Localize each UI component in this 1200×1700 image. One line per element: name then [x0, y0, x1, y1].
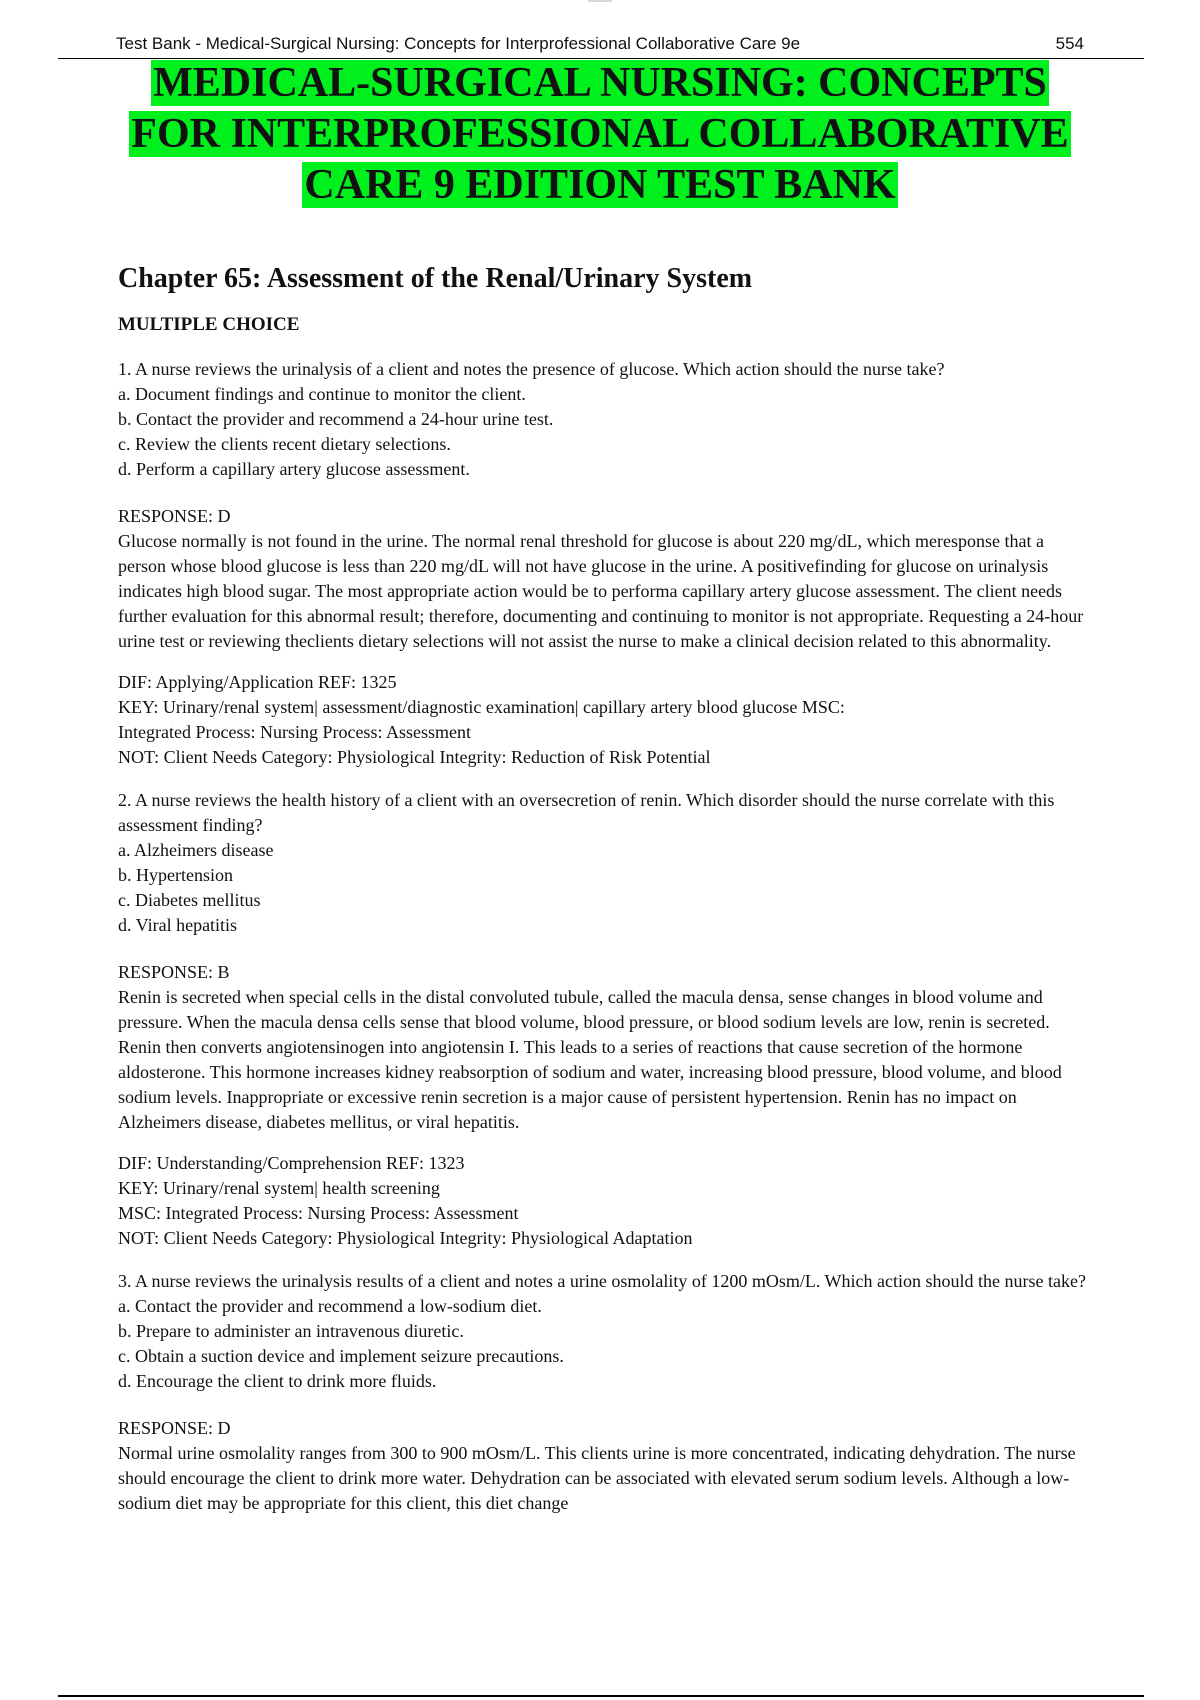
section-heading: MULTIPLE CHOICE: [118, 314, 300, 335]
question-stem: 1. A nurse reviews the urinalysis of a client and notes the presence of glucose. Which action should the nurse take?: [118, 359, 945, 379]
answer-option: c. Diabetes mellitus: [118, 890, 261, 910]
meta-line: KEY: Urinary/renal system| assessment/diagnostic examination| capillary artery blood glucose MSC:: [118, 697, 845, 717]
meta-line: KEY: Urinary/renal system| health screening: [118, 1178, 440, 1198]
question-block: [118, 1269, 1088, 1516]
meta-line: DIF: Understanding/Comprehension REF: 1323: [118, 1153, 465, 1173]
meta-line: NOT: Client Needs Category: Physiological Integrity: Physiological Adaptation: [118, 1228, 693, 1248]
question-metadata: [118, 670, 1088, 770]
response-label: RESPONSE: B: [118, 962, 230, 982]
answer-option: d. Perform a capillary artery glucose assessment.: [118, 459, 470, 479]
page-header: [58, 30, 1144, 59]
question-block: [118, 357, 1088, 770]
banner-line: MEDICAL-SURGICAL NURSING: CONCEPTS: [153, 60, 1047, 106]
meta-line: MSC: Integrated Process: Nursing Process: Assessment: [118, 1203, 519, 1223]
page-number: 554: [1055, 34, 1084, 53]
answer-option: b. Prepare to administer an intravenous diuretic.: [118, 1321, 464, 1341]
banner-line: CARE 9 EDITION TEST BANK: [304, 162, 896, 208]
question-block: [118, 788, 1088, 1251]
meta-line: NOT: Client Needs Category: Physiological Integrity: Reduction of Risk Potential: [118, 747, 711, 767]
question-stem: 3. A nurse reviews the urinalysis results of a client and notes a urine osmolality of 1200 mOsm/L. Which action should the nurse take?: [118, 1271, 1086, 1291]
answer-option: d. Viral hepatitis: [118, 915, 238, 935]
answer-option: a. Document findings and continue to monitor the client.: [118, 384, 526, 404]
question-stem: 2. A nurse reviews the health history of a client with an oversecretion of renin. Which disorder should the nurse correlate with this assessment finding?: [118, 790, 1055, 835]
response-label: RESPONSE: D: [118, 506, 231, 526]
rationale-text: Normal urine osmolality ranges from 300 to 900 mOsm/L. This clients urine is more concentrated, indicating dehydration. The nurse should encourage the client to drink more water. Dehydration can be associated with elevated serum sodium levels. Although a low-sodium diet may be appropriate for this client, this diet change: [118, 1443, 1076, 1513]
answer-option: c. Obtain a suction device and implement seizure precautions.: [118, 1346, 564, 1366]
meta-line: Integrated Process: Nursing Process: Assessment: [118, 722, 471, 742]
meta-line: DIF: Applying/Application REF: 1325: [118, 672, 397, 692]
answer-option: a. Contact the provider and recommend a low-sodium diet.: [118, 1296, 542, 1316]
response-label: RESPONSE: D: [118, 1418, 231, 1438]
banner-line: FOR INTERPROFESSIONAL COLLABORATIVE: [131, 111, 1069, 157]
answer-option: d. Encourage the client to drink more fluids.: [118, 1371, 437, 1391]
rationale-text: Glucose normally is not found in the urine. The normal renal threshold for glucose is about 220 mg/dL, which meresponse that a person whose blood glucose is less than 220 mg/dL will not have glucose in the urine. A positivefinding for glucose on urinalysis indicates high blood sugar. The most appropriate action would be to performa capillary artery glucose assessment. The client needs further evaluation for this abnormal result; therefore, documenting and continuing to monitor is not appropriate. Requesting a 24-hour urine test or reviewing theclients dietary selections will not assist the nurse to make a clinical decision related to this abnormality.: [118, 531, 1084, 651]
top-edge-mark: [588, 0, 612, 2]
answer-option: b. Hypertension: [118, 865, 233, 885]
answer-option: a. Alzheimers disease: [118, 840, 274, 860]
answer-option: c. Review the clients recent dietary selections.: [118, 434, 451, 454]
rationale-text: Renin is secreted when special cells in the distal convoluted tubule, called the macula densa, sense changes in blood volume and pressure. When the macula densa cells sense that blood volume, blood pressure, or blood sodium levels are low, renin is secreted. Renin then converts angiotensinogen into angiotensin I. This leads to a series of reactions that cause secretion of the hormone aldosterone. This hormone increases kidney reabsorption of sodium and water, increasing blood pressure, blood volume, and blood sodium levels. Inappropriate or excessive renin secretion is a major cause of persistent hypertension. Renin has no impact on Alzheimers disease, diabetes mellitus, or viral hepatitis.: [118, 987, 1062, 1132]
header-title: Test Bank - Medical-Surgical Nursing: Concepts for Interprofessional Collaborative Care 9e: [116, 34, 801, 53]
footer-rule: [58, 1695, 1144, 1697]
document-body: [118, 262, 1088, 1516]
highlighted-banner-title: [0, 58, 1200, 211]
answer-option: b. Contact the provider and recommend a 24-hour urine test.: [118, 409, 554, 429]
chapter-title: Chapter 65: Assessment of the Renal/Urinary System: [118, 263, 753, 294]
question-metadata: [118, 1151, 1088, 1251]
